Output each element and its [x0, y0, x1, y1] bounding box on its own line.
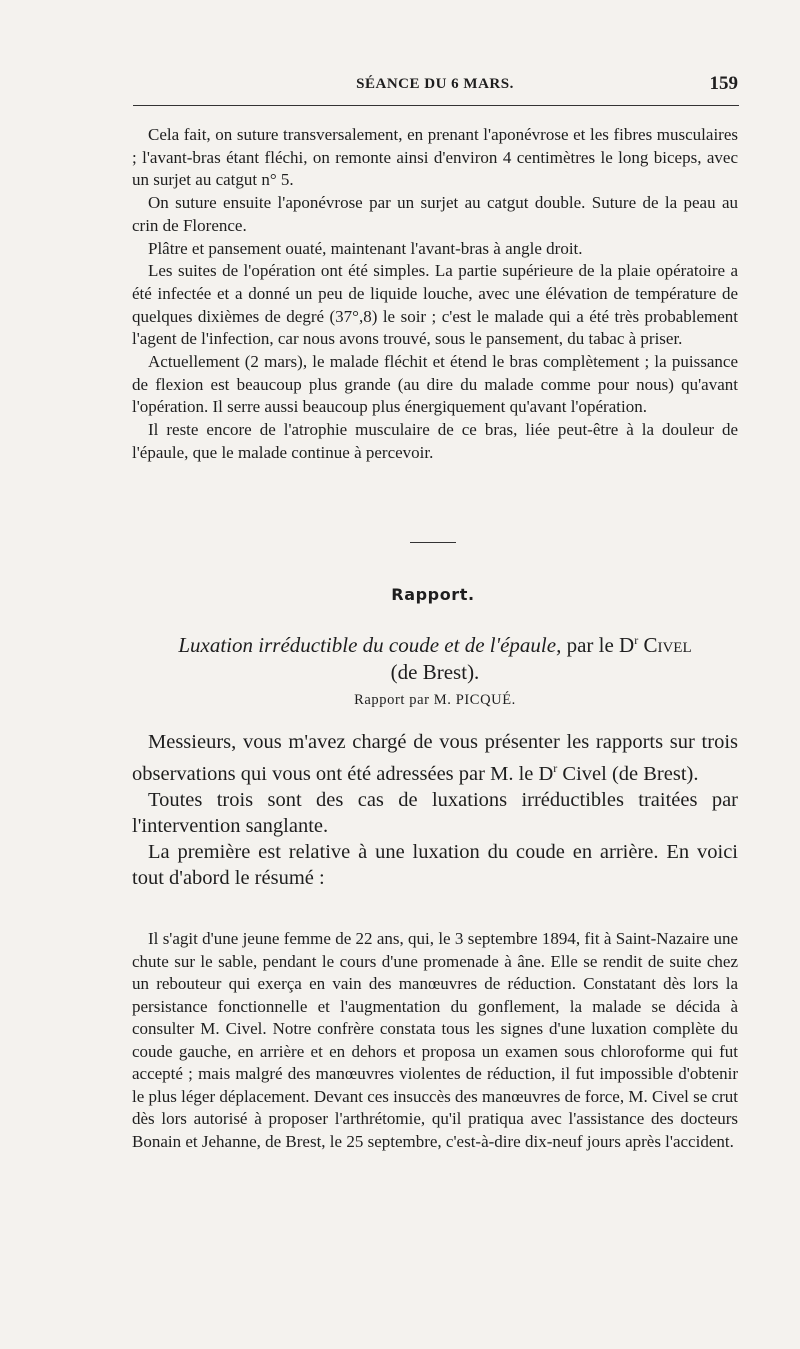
paragraph: Actuellement (2 mars), le malade fléchit et étend le bras complètement ; la puissance de flexion est beaucoup plus grande (au dire du malade comme pour nous) qu'avant l'opération. Il serre aussi beaucoup plus énergiquement qu'avant l'opération. — [132, 352, 738, 417]
doctor-abbrev-sup: r — [634, 633, 639, 647]
report-title-by: par le D — [561, 633, 635, 657]
paragraph: On suture ensuite l'aponévrose par un surjet au catgut double. Suture de la peau au crin de Florence. — [132, 193, 738, 235]
section-divider — [410, 542, 456, 543]
paragraph — [132, 729, 738, 787]
paragraph: Toutes trois sont des cas de luxations irréductibles traitées par l'intervention sanglante. — [132, 788, 738, 837]
report-title-italic: Luxation irréductible du coude et de l'épaule, — [178, 633, 562, 657]
case-summary — [132, 928, 738, 1153]
paragraph: Les suites de l'opération ont été simples. La partie supérieure de la plaie opératoire a été infectée et a donné un peu de liquide louche, avec une élévation de température de quelques dixièmes de degré (37°,8) le soir ; c'est le malade qui a été très probablement l'agent de l'infection, car nous avons trouvé, sous le pansement, du tabac à priser. — [132, 261, 738, 349]
paragraph: Cela fait, on suture transversalement, en prenant l'aponévrose et les fibres musculaires ; l'avant-bras étant fléchi, on remonte ainsi d'environ 4 centimètres le long biceps, avec un surjet au catgut n° 5. — [132, 125, 738, 190]
running-head — [132, 73, 738, 100]
page-number: 159 — [709, 73, 738, 94]
report-byline: Rapport par M. PICQUÉ. — [354, 692, 516, 708]
intro-text — [132, 124, 738, 465]
section-heading: Rapport. — [391, 585, 475, 604]
paragraph: Plâtre et pansement ouaté, maintenant l'avant-bras à angle droit. — [148, 238, 583, 258]
header-rule — [133, 105, 739, 106]
paragraph: La première est relative à une luxation du coude en arrière. En voici tout d'abord le résumé : — [132, 840, 738, 889]
report-p1-text: Messieurs, vous m'avez chargé de vous présenter les rapports sur trois observations qui vous ont été adressées par M. le D — [132, 731, 738, 785]
report-title-place: (de Brest). — [390, 660, 480, 684]
paragraph: Il s'agit d'une jeune femme de 22 ans, qui, le 3 septembre 1894, fit à Saint-Nazaire une chute sur le sable, pendant le cours d'une promenade à âne. Elle se rendit de suite chez un rebouteur qui exerça en vain des manœuvres de réduction. Constatant dès lors la persistance fonctionnelle et l'augmentation du gonflement, la malade se décida à consulter M. Civel. Notre confrère constata tous les signes d'une luxation complète du coude gauche, en arrière et en dehors et proposa un examen sous chloroforme qui fut accepté ; mais malgré des manœuvres violentes de réduction, il fut impossible d'obtenir le plus léger déplacement. Devant ces insuccès des manœuvres de force, M. Civel se crut dès lors autorisé à proposer l'arthrétomie, qu'il pratiqua avec l'assistance des docteurs Bonain et Jehanne, de Brest, le 25 septembre, c'est-à-dire dix-neuf jours après l'accident. — [132, 929, 738, 1151]
running-title: SÉANCE DU 6 MARS. — [356, 76, 514, 92]
report-title-author: Civel — [638, 633, 692, 657]
report-p1-tail: Civel (de Brest). — [557, 762, 699, 785]
report-title — [132, 627, 738, 686]
doctor-abbrev-sup: r — [553, 761, 558, 775]
report-text — [132, 729, 738, 891]
paragraph: Il reste encore de l'atrophie musculaire de ce bras, liée peut-être à la douleur de l'épaule, que le malade continue à percevoir. — [132, 420, 738, 462]
